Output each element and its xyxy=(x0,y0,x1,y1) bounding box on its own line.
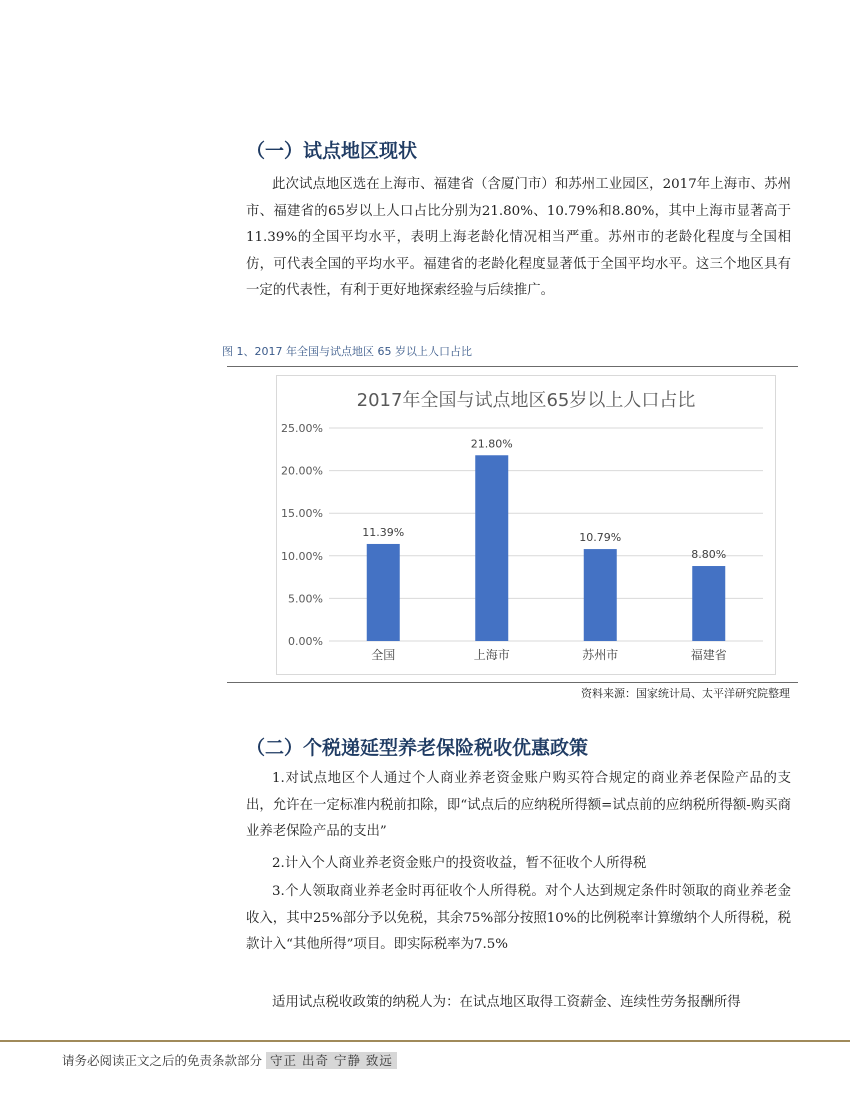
pilot-status-paragraph: 此次试点地区选在上海市、福建省（含厦门市）和苏州工业园区，2017年上海市、苏州市、福建省的65岁以上人口占比分别为21.80%、10.79%和8.80%，其中上海市显著高于11.39%的全国平均水平，表明上海老龄化情况相当严重。苏州市的老龄化程度与全国相仿，可代表全国的平均水平。福建省的老龄化程度显著低于全国平均水平。这三个地区具有一定的代表性，有利于更好地探索经验与后续推广。 xyxy=(246,177,791,298)
section-heading-pilot-status: （一）试点地区现状 xyxy=(246,140,418,162)
y-tick-label: 5.00% xyxy=(288,592,323,606)
bar-value-label: 21.80% xyxy=(470,437,513,451)
figure-top-rule xyxy=(227,366,798,367)
y-tick-label: 15.00% xyxy=(281,507,323,521)
bar-value-label: 11.39% xyxy=(362,525,405,539)
bar-chart xyxy=(277,376,775,674)
bar-1 xyxy=(475,455,508,641)
x-tick-label: 全国 xyxy=(371,648,396,662)
footer-rule xyxy=(0,1040,850,1042)
footer xyxy=(62,1051,397,1069)
x-tick-label: 福建省 xyxy=(690,648,727,662)
y-tick-label: 10.00% xyxy=(281,549,323,563)
chart-title: 2017年全国与试点地区65岁以上人口占比 xyxy=(356,390,696,411)
x-tick-label: 上海市 xyxy=(473,648,510,662)
policy-item-3: 3.个人领取商业养老金时再征收个人所得税。对个人达到规定条件时领取的商业养老金收入，其中25%部分予以免税，其余75%部分按照10%的比例税率计算缴纳个人所得税，税款计入“其他所得”项目。即实际税率为7.5% xyxy=(246,884,791,952)
taxpayer-paragraph: 适用试点税收政策的纳税人为：在试点地区取得工资薪金、连续性劳务报酬所得 xyxy=(272,995,741,1010)
figure-source: 资料来源：国家统计局、太平洋研究院整理 xyxy=(581,687,790,700)
footer-slogan: 守正 出奇 宁静 致远 xyxy=(266,1052,397,1069)
y-tick-label: 0.00% xyxy=(288,635,323,648)
y-tick-label: 20.00% xyxy=(281,464,323,478)
chart-frame xyxy=(276,375,776,675)
figure-bottom-rule xyxy=(227,682,798,683)
bar-3 xyxy=(692,566,725,641)
bar-0 xyxy=(367,544,400,641)
y-tick-label: 25.00% xyxy=(281,422,323,435)
policy-item-2: 2.计入个人商业养老资金账户的投资收益，暂不征收个人所得税 xyxy=(272,856,647,871)
figure-caption: 图 1、2017 年全国与试点地区 65 岁以上人口占比 xyxy=(222,345,472,358)
bar-value-label: 8.80% xyxy=(691,548,727,562)
policy-item-1: 1.对试点地区个人通过个人商业养老资金账户购买符合规定的商业养老保险产品的支出，允许在一定标准内税前扣除，即“试点后的应纳税所得额=试点前的应纳税所得额-购买商业养老保险产品的支出” xyxy=(246,771,791,839)
footer-disclaimer: 请务必阅读正文之后的免责条款部分 xyxy=(62,1053,263,1068)
bar-value-label: 10.79% xyxy=(579,531,622,545)
section-heading-tax-policy: （二）个税递延型养老保险税收优惠政策 xyxy=(246,737,589,759)
bar-2 xyxy=(584,549,617,641)
x-tick-label: 苏州市 xyxy=(582,648,619,662)
